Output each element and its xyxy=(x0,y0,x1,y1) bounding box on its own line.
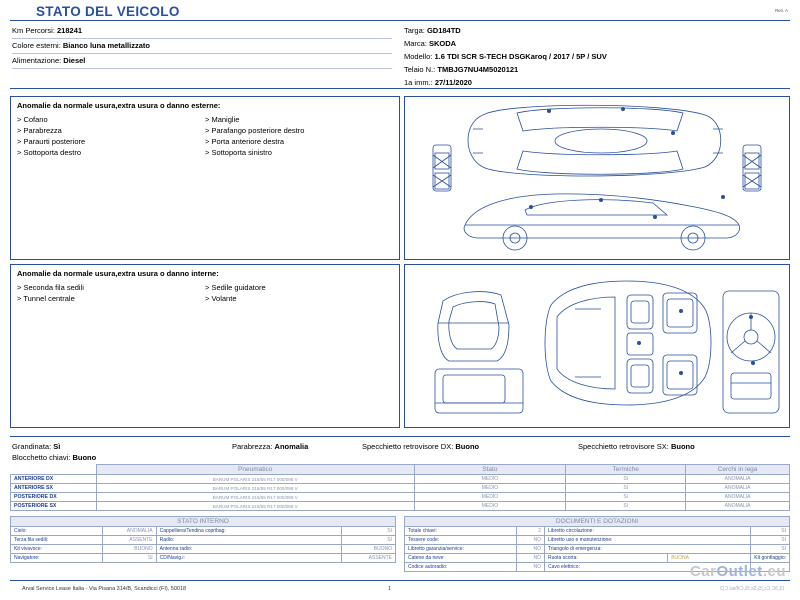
info-km-value: 218241 xyxy=(57,26,83,35)
table-row xyxy=(11,554,396,563)
interior-key: Navigatore: xyxy=(11,554,103,563)
tyres-header-cerchi: Cerchi in lega xyxy=(686,465,790,475)
interior-value: SI xyxy=(342,527,396,536)
specchietto-dx-row xyxy=(362,442,479,451)
interior-state-title: STATO INTERNO xyxy=(11,517,396,527)
info-marca-value: SKODA xyxy=(429,39,457,48)
info-km xyxy=(12,24,392,39)
tyres-header-pneumatico: Pneumatico xyxy=(96,465,414,475)
specchietto-sx-label: Specchietto retrovisore SX: xyxy=(578,442,671,451)
document-value: SI xyxy=(751,545,790,554)
document-value: BUONA xyxy=(668,554,751,563)
document-key: Libretto circolazione: xyxy=(545,527,751,536)
tyre-position: ANTERIORE SX xyxy=(11,484,97,493)
document-key: Libretto uso e manutenzione: xyxy=(545,536,751,545)
table-row xyxy=(11,527,396,536)
info-km-label: Km Percorsi: xyxy=(12,26,58,35)
tyres-table xyxy=(10,464,790,511)
interior-key: Antenna radio: xyxy=(156,545,341,554)
watermark-part-1: Car xyxy=(689,563,717,580)
document-value: 2 xyxy=(517,527,545,536)
document-value: NO xyxy=(517,554,545,563)
external-anomalies-box xyxy=(10,96,400,260)
specchietto-sx-row xyxy=(578,442,695,451)
document-key: Cavo elettrico: xyxy=(545,563,751,572)
tyre-model: BARUM POLARIS 215/55 R17 000/098 V xyxy=(96,502,414,511)
info-telaio-value: TMBJG7NU4M5020121 xyxy=(437,65,519,74)
table-row xyxy=(11,493,790,502)
document-key: Triangolo di emergenza: xyxy=(545,545,751,554)
internal-anomalies-heading: Anomalie da normale usura,extra usura o danno interne: xyxy=(17,269,219,278)
info-marca-label: Marca: xyxy=(404,39,430,48)
document-key-secondary: Kit gonfiaggio: xyxy=(751,554,790,563)
table-row xyxy=(405,527,790,536)
tyre-model: BARUM POLARIS 215/55 R17 000/098 V xyxy=(96,475,414,484)
table-row xyxy=(11,475,790,484)
tyre-stato: MEDIO xyxy=(414,493,566,502)
internal-anomalies-col2 xyxy=(205,282,393,304)
document-key: Ruota scorta: xyxy=(545,554,668,563)
vehicle-info-left xyxy=(12,24,392,69)
tyre-stato: MEDIO xyxy=(414,502,566,511)
info-colore-value: Bianco luna metallizzato xyxy=(62,41,150,50)
table-row xyxy=(11,536,396,545)
specchietto-sx-value: Buono xyxy=(670,442,695,451)
info-divider xyxy=(10,88,790,89)
info-telaio xyxy=(404,63,790,76)
tyre-cerchi: ANOMALIA xyxy=(686,484,790,493)
interior-value: SI xyxy=(342,536,396,545)
car-interior-diagram xyxy=(405,265,791,427)
document-value: NO xyxy=(517,536,545,545)
external-diagram-box xyxy=(404,96,790,260)
table-row xyxy=(11,484,790,493)
tyres-corner-cell xyxy=(11,465,97,475)
parabrezza-value: Anomalia xyxy=(274,442,309,451)
tyre-position: POSTERIORE DX xyxy=(11,493,97,502)
info-colore-label: Colore esterni: xyxy=(12,41,63,50)
revision-label: Rev. A xyxy=(775,8,788,13)
blocchetto-label: Blocchetto chiavi: xyxy=(12,453,73,462)
list-item: > Parafango posteriore destro xyxy=(205,126,305,135)
tyre-position: ANTERIORE DX xyxy=(11,475,97,484)
interior-value: ASSENTE xyxy=(102,536,156,545)
parabrezza-row xyxy=(232,442,308,451)
list-item: > Tunnel centrale xyxy=(17,294,75,303)
list-item: > Paraurti posteriore xyxy=(17,137,86,146)
tyre-cerchi: ANOMALIA xyxy=(686,502,790,511)
footer-divider xyxy=(10,580,790,581)
internal-anomalies-col1 xyxy=(17,282,205,304)
interior-state-table xyxy=(10,516,396,563)
table-row xyxy=(11,545,396,554)
table-row xyxy=(405,536,790,545)
tyre-termiche: Sì xyxy=(566,502,686,511)
list-item: > Parabrezza xyxy=(17,126,62,135)
interior-value: SI xyxy=(102,554,156,563)
info-immatricolazione-label: 1a imm.: xyxy=(404,78,435,87)
documents-title: DOCUMENTI E DOTAZIONI xyxy=(405,517,790,527)
interior-key: CD/Navig.i: xyxy=(156,554,341,563)
info-marca xyxy=(404,37,790,50)
interior-value: BUONO xyxy=(342,545,396,554)
document-value: SI xyxy=(751,536,790,545)
tyre-model: BARUM POLARIS 215/55 R17 000/098 V xyxy=(96,493,414,502)
watermark-part-3: .eu xyxy=(762,563,786,580)
interior-key: Radio: xyxy=(156,536,341,545)
list-item: > Cofano xyxy=(17,115,48,124)
interior-key: Terza fila sedili: xyxy=(11,536,103,545)
grandinata-value: Sì xyxy=(53,442,61,451)
info-alimentazione-value: Diesel xyxy=(63,56,86,65)
list-item: > Seconda fila sedili xyxy=(17,283,84,292)
info-alimentazione-label: Alimentazione: xyxy=(12,56,64,65)
tyre-termiche: Sì xyxy=(566,493,686,502)
parabrezza-label: Parabrezza: xyxy=(232,442,275,451)
interior-value: ANOMALIA xyxy=(102,527,156,536)
internal-diagram-box xyxy=(404,264,790,428)
footer-company: Arval Service Lease Italia - Via Pisana 314/B, Scandicci (FI), 50018 xyxy=(22,586,187,592)
vehicle-info-right xyxy=(404,24,790,89)
tyre-cerchi: ANOMALIA xyxy=(686,493,790,502)
footer-page-number: 1 xyxy=(388,586,392,592)
footer-code: Ɛ|Ɔ ʇɹɐ/ƘƆ,ƧƖ,ɔƧ,Ƨ|,ɔƆ,ƆƐ,Ɛʇ xyxy=(720,586,784,592)
interior-value: BUONO xyxy=(102,545,156,554)
lower-divider xyxy=(10,436,790,437)
info-targa xyxy=(404,24,790,37)
list-item: > Maniglie xyxy=(205,115,240,124)
list-item: > Porta anteriore destra xyxy=(205,137,285,146)
tyre-model: BARUM POLARIS 215/55 R17 000/098 V xyxy=(96,484,414,493)
info-targa-label: Targa: xyxy=(404,26,427,35)
watermark xyxy=(690,563,786,580)
interior-state-header-row xyxy=(11,517,396,527)
info-modello-value: 1.6 TDI SCR S-TECH DSGKaroq / 2017 / 5P / SUV xyxy=(434,52,607,61)
tyre-stato: MEDIO xyxy=(414,475,566,484)
internal-anomalies-list xyxy=(11,280,399,306)
table-row xyxy=(405,554,790,563)
internal-anomalies-box xyxy=(10,264,400,428)
specchietto-dx-value: Buono xyxy=(455,442,480,451)
info-telaio-label: Telaio N.: xyxy=(404,65,438,74)
grandinata-label: Grandinata: xyxy=(12,442,54,451)
list-item: > Sedile guidatore xyxy=(205,283,266,292)
document-key: Libretto garanzia/service: xyxy=(405,545,517,554)
document-value: SI xyxy=(751,527,790,536)
tyres-table-header-row xyxy=(11,465,790,475)
list-item: > Sottoporta destro xyxy=(17,148,81,157)
tyre-termiche: Sì xyxy=(566,484,686,493)
table-row xyxy=(405,545,790,554)
blocchetto-value: Buono xyxy=(72,453,97,462)
car-exterior-diagram xyxy=(405,97,791,259)
document-value: NO xyxy=(517,545,545,554)
info-modello-label: Modello: xyxy=(404,52,435,61)
external-anomalies-col1 xyxy=(17,114,205,158)
tyre-stato: MEDIO xyxy=(414,484,566,493)
header-divider xyxy=(10,20,790,21)
info-colore xyxy=(12,39,392,54)
interior-key: Cielo: xyxy=(11,527,103,536)
tyre-position: POSTERIORE SX xyxy=(11,502,97,511)
tyre-cerchi: ANOMALIA xyxy=(686,475,790,484)
documents-header-row xyxy=(405,517,790,527)
document-key: Codice autoradio: xyxy=(405,563,517,572)
info-targa-value: GD184TD xyxy=(426,26,461,35)
document-key: Catene da neve: xyxy=(405,554,517,563)
info-immatricolazione-value: 27/11/2020 xyxy=(434,78,472,87)
document-key: Totale chiavi: xyxy=(405,527,517,536)
list-item: > Sottoporta sinistro xyxy=(205,148,272,157)
interior-key: Kit vivavoce: xyxy=(11,545,103,554)
interior-key: Cappelliera/Tendina copribag: xyxy=(156,527,341,536)
watermark-part-2: Outlet xyxy=(716,563,763,580)
page-title: STATO DEL VEICOLO xyxy=(36,4,180,19)
interior-value: ASSENTE xyxy=(342,554,396,563)
tyres-header-stato: Stato xyxy=(414,465,566,475)
document-key: Tessere code: xyxy=(405,536,517,545)
external-anomalies-list xyxy=(11,112,399,160)
info-modello xyxy=(404,50,790,63)
tyres-header-termiche: Termiche xyxy=(566,465,686,475)
table-row xyxy=(11,502,790,511)
grandinata-row xyxy=(12,442,60,451)
external-anomalies-heading: Anomalie da normale usura,extra usura o danno esterne: xyxy=(17,101,221,110)
external-anomalies-col2 xyxy=(205,114,393,158)
list-item: > Volante xyxy=(205,294,237,303)
tyre-termiche: Sì xyxy=(566,475,686,484)
info-alimentazione xyxy=(12,54,392,69)
blocchetto-row xyxy=(12,453,96,462)
specchietto-dx-label: Specchietto retrovisore DX: xyxy=(362,442,456,451)
document-value: NO xyxy=(517,563,545,572)
